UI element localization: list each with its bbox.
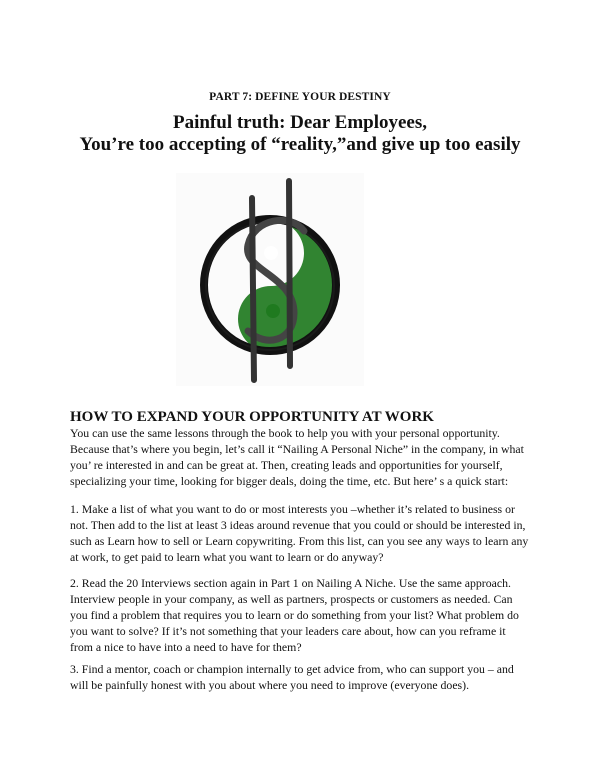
section-heading: HOW TO EXPAND YOUR OPPORTUNITY AT WORK [70, 409, 434, 425]
text-line: 1. Make a list of what you want to do or most interests you –whether it’s related to business or [70, 502, 515, 516]
text-line: you’ re interested in and can be great at. Then, creating leads and opportunities for yourself, [70, 458, 503, 472]
text-line: will be painfully honest with you about where you need to improve (everyone does). [70, 678, 470, 692]
text-line: specializing your time, looking for bigger deals, doing the time, etc. But here’ s a quick start: [70, 474, 509, 488]
text-line: Because that’s where you begin, let’s call it “Nailing A Personal Niche” in the company, in what [70, 442, 524, 456]
text-line: Interview people in your company, as well as partners, prospects or customers as needed. Can [70, 592, 513, 606]
text-line: you find a problem that requires you to learn or do something from your list? What problem do [70, 608, 519, 622]
text-line: you want to solve? If it’s not something that your leaders care about, how can you reframe it [70, 624, 506, 638]
text-line: You can use the same lessons through the book to help you with your personal opportunity. [70, 426, 500, 440]
text-line: 3. Find a mentor, coach or champion internally to get advice from, who can support you – and [70, 662, 514, 676]
page-title-line-2: You’re too accepting of “reality,”and give up too easily [79, 134, 521, 155]
list-item-3 [70, 661, 540, 693]
text-line: 2. Read the 20 Interviews section again in Part 1 on Nailing A Niche. Use the same approach. [70, 576, 511, 590]
list-item-1 [70, 501, 540, 565]
part-label: PART 7: DEFINE YOUR DESTINY [209, 91, 391, 103]
list-item-2 [70, 575, 540, 655]
text-line: such as Learn how to sell or Learn copywriting. From this list, can you see any ways to learn any [70, 534, 529, 548]
page-title-line-1: Painful truth: Dear Employees, [172, 112, 428, 133]
intro-paragraph [70, 425, 540, 489]
yin-yang-dollar-sign-icon [176, 173, 364, 386]
text-line: not. Then add to the list at least 3 ideas around revenue that you could or should be interested in, [70, 518, 526, 532]
text-line: from a nice to have into a need to have for them? [70, 640, 302, 654]
text-line: at work, to get paid to learn what you want to learn or do anyway? [70, 550, 384, 564]
